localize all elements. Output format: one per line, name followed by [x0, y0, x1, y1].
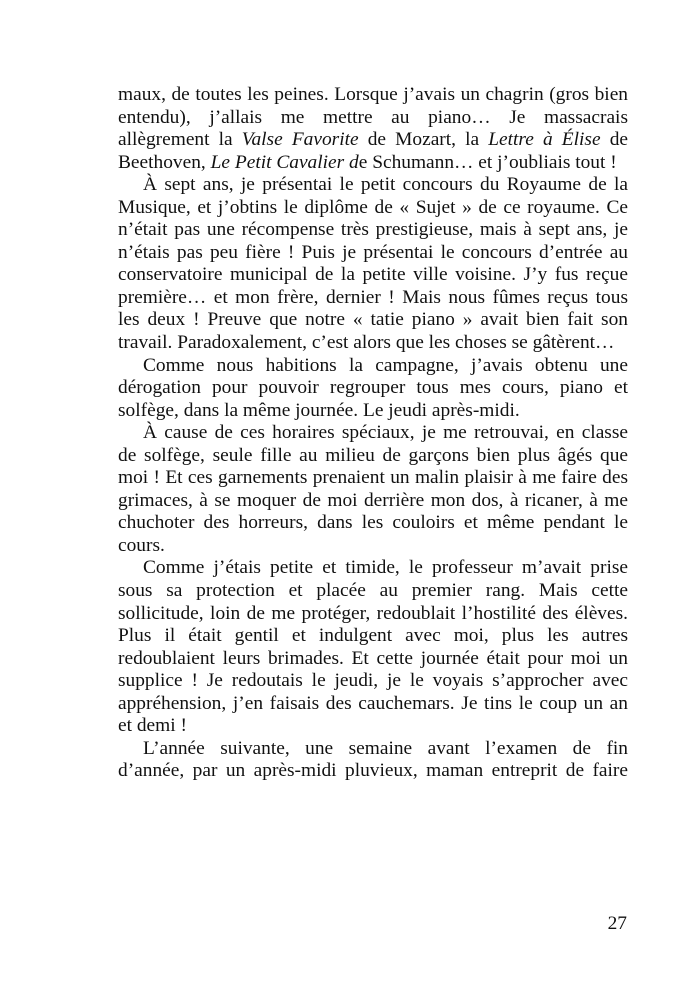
text-segment: supplice ! Je redoutais le jeudi, je le voyais s’approcher avec	[118, 670, 628, 692]
text-segment: chuchoter des horreurs, dans les couloirs et même pendant le	[118, 512, 628, 534]
text-segment: À cause de ces horaires spéciaux, je me retrouvai, en classe	[143, 422, 628, 444]
body-text	[118, 84, 628, 783]
text-segment: moi ! Et ces garnements prenaient un malin plaisir à me faire des	[118, 467, 628, 489]
text-line	[118, 760, 628, 783]
text-line	[118, 377, 628, 400]
text-line	[118, 422, 628, 445]
text-line	[118, 580, 628, 603]
text-segment: L’année suivante, une semaine avant l’examen de fin	[143, 737, 628, 759]
text-segment: entendu), j’allais me mettre au piano… Je massacrais	[118, 106, 628, 128]
text-segment: solfège, dans la même journée. Le jeudi après-midi.	[118, 399, 520, 421]
text-line	[118, 512, 628, 535]
text-segment: dérogation pour pouvoir regrouper tous mes cours, piano et	[118, 377, 628, 399]
text-line	[118, 670, 628, 693]
text-segment: n’était pas une récompense très prestigieuse, mais à sept ans, je	[118, 219, 628, 241]
text-segment: les deux ! Preuve que notre « tatie piano » avait bien fait son	[118, 309, 628, 331]
text-segment: première… et mon frère, dernier ! Mais nous fûmes reçus tous	[118, 286, 628, 308]
text-segment: Musique, et j’obtins le diplôme de « Sujet » de ce royaume. Ce	[118, 196, 628, 218]
text-line	[118, 242, 628, 265]
text-segment: maux, de toutes les peines. Lorsque j’avais un chagrin (gros bien	[118, 84, 628, 105]
text-segment: de solfège, seule fille au milieu de garçons bien plus âgés que	[118, 444, 628, 466]
italic-title: Valse Favorite	[241, 129, 359, 151]
text-line	[118, 557, 628, 580]
text-line	[118, 287, 628, 310]
page-number: 27	[607, 913, 627, 934]
text-segment: cours.	[118, 534, 165, 556]
text-segment: Plus il était gentil et indulgent avec moi, plus les autres	[118, 625, 628, 647]
text-segment: travail. Paradoxalement, c’est alors que les choses se gâtèrent…	[118, 332, 615, 354]
text-segment: grimaces, à se moquer de moi derrière mon dos, à ricaner, à me	[118, 489, 628, 511]
text-line	[118, 84, 628, 107]
text-line	[118, 219, 628, 242]
text-line	[118, 129, 628, 152]
text-segment: et demi !	[118, 715, 187, 737]
text-line	[118, 309, 628, 332]
text-segment: sollicitude, loin de me protéger, redoublait l’hostilité des élèves.	[118, 602, 628, 624]
text-line	[118, 264, 628, 287]
text-segment: sous sa protection et placée au premier rang. Mais cette	[118, 580, 628, 602]
text-line	[118, 152, 628, 175]
text-segment: Comme j’étais petite et timide, le professeur m’avait prise	[143, 557, 628, 579]
text-segment: d’année, par un après-midi pluvieux, maman entreprit de faire	[118, 760, 628, 782]
text-line	[118, 445, 628, 468]
text-line	[118, 693, 628, 716]
text-line	[118, 197, 628, 220]
text-line	[118, 648, 628, 671]
text-line	[118, 107, 628, 130]
text-segment: e Schumann… et j’oubliais tout !	[358, 151, 617, 173]
text-segment: conservatoire municipal de la petite ville voisine. J’y fus reçue	[118, 264, 628, 286]
text-segment: de	[600, 129, 629, 151]
text-line	[118, 467, 628, 490]
text-segment: allègrement la	[118, 129, 242, 151]
text-segment: n’étais pas peu fière ! Puis je présentai le concours d’entrée au	[118, 241, 628, 263]
text-segment: Comme nous habitions la campagne, j’avais obtenu une	[143, 354, 628, 376]
text-line	[118, 355, 628, 378]
text-line	[118, 625, 628, 648]
text-line	[118, 603, 628, 626]
italic-title: Lettre à Élise	[488, 129, 601, 151]
text-line	[118, 738, 628, 761]
text-line	[118, 174, 628, 197]
text-segment: redoublaient leurs brimades. Et cette journée était pour moi un	[118, 647, 628, 669]
text-line	[118, 332, 628, 355]
text-line	[118, 535, 628, 558]
text-segment: de Mozart, la	[358, 129, 489, 151]
text-segment: À sept ans, je présentai le petit concours du Royaume de la	[143, 174, 628, 196]
text-segment: Beethoven,	[118, 151, 211, 173]
text-line	[118, 715, 628, 738]
text-line	[118, 400, 628, 423]
italic-title: Le Petit Cavalier d	[210, 151, 359, 173]
text-segment: appréhension, j’en faisais des cauchemars. Je tins le coup un an	[118, 692, 628, 714]
text-line	[118, 490, 628, 513]
